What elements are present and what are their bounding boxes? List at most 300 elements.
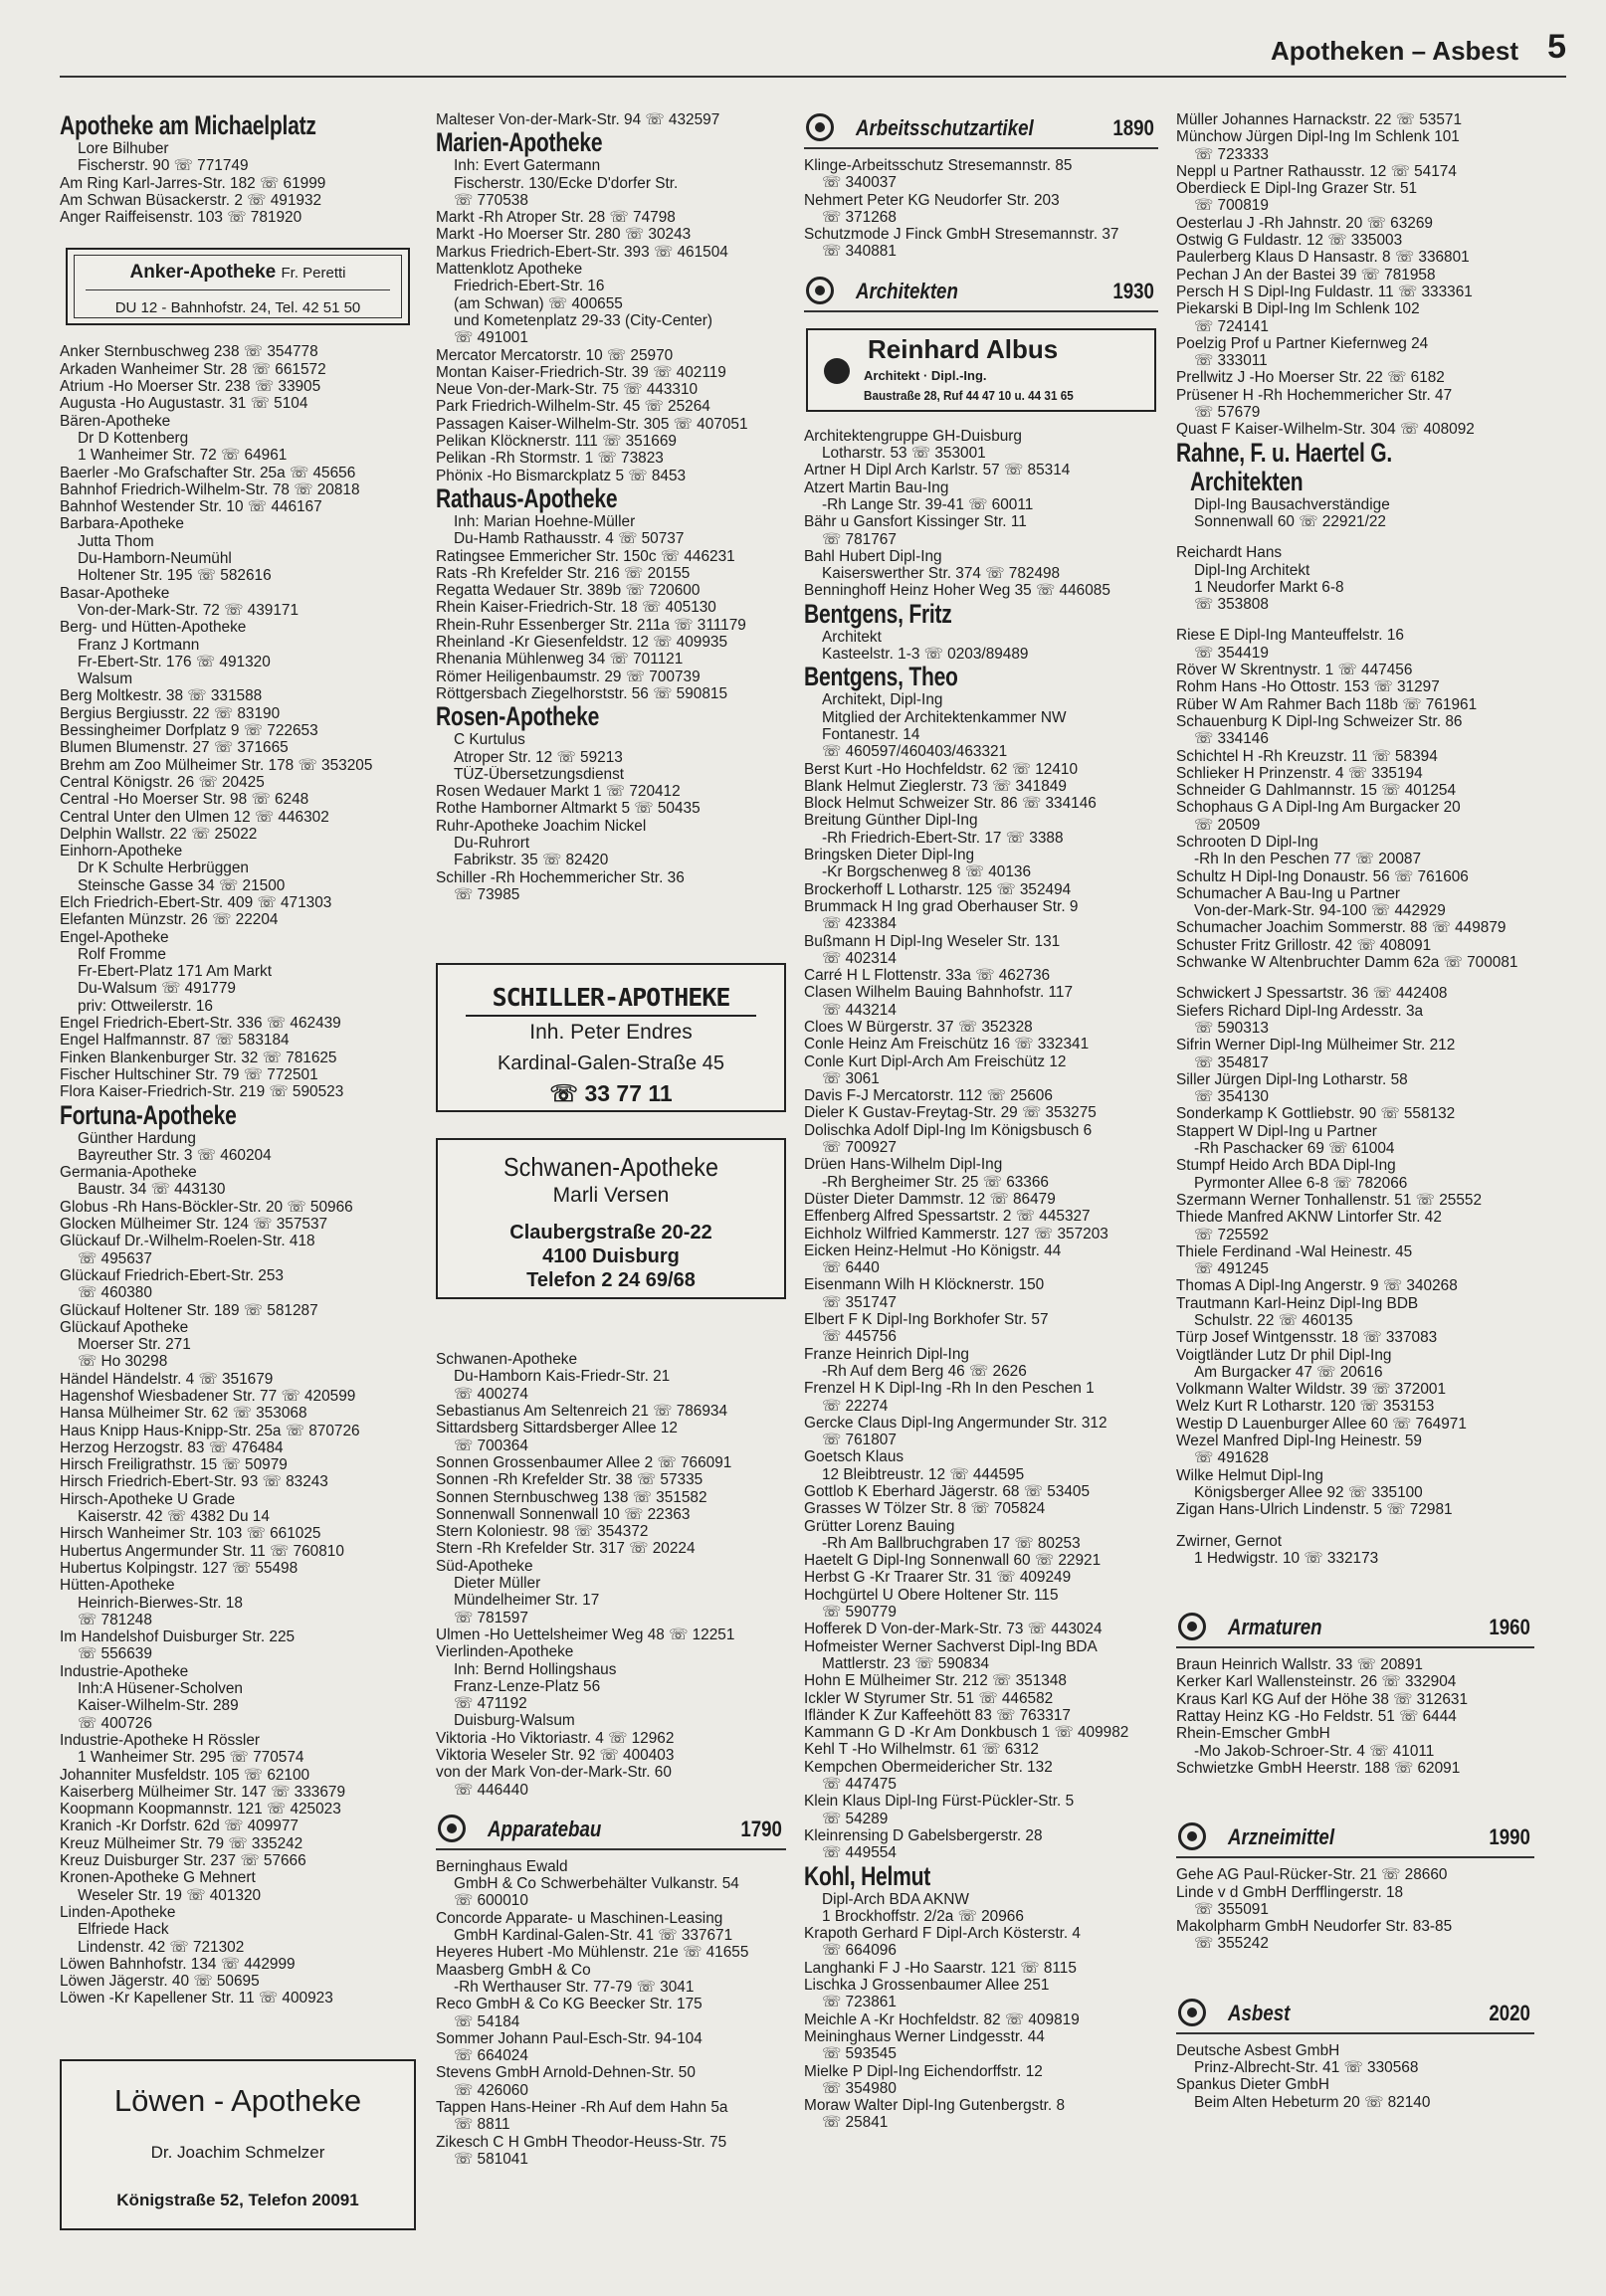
directory-entry: ☏ 471192 xyxy=(454,1695,527,1713)
directory-entry: Löwen -Kr Kapellener Str. 11 ☏ 400923 xyxy=(60,1990,333,2008)
arbeitsschutz-list xyxy=(804,157,1158,261)
directory-entry: Ruhr-Apotheke Joachim Nickel xyxy=(436,817,647,835)
schiller-ad-street: Kardinal-Galen-Straße 45 xyxy=(498,1052,724,1075)
directory-entry: Viktoria Weseler Str. 92 ☏ 400403 xyxy=(436,1747,675,1764)
directory-entry: Prellwitz J -Ho Moerser Str. 22 ☏ 6182 xyxy=(1176,369,1445,387)
directory-entry: ☏ 781597 xyxy=(454,1609,528,1626)
directory-entry: ☏ 495637 xyxy=(78,1249,152,1267)
directory-entry: ☏ 600010 xyxy=(454,1892,528,1910)
directory-entry: Bären-Apotheke xyxy=(60,412,171,430)
directory-entry: Atrium -Ho Moerser Str. 238 ☏ 33905 xyxy=(60,378,321,396)
directory-entry: Pechan J An der Bastei 39 ☏ 781958 xyxy=(1176,266,1436,284)
directory-entry: Sonnen Sternbuschweg 138 ☏ 351582 xyxy=(436,1488,707,1506)
directory-entry: Müller Johannes Harnackstr. 22 ☏ 53571 xyxy=(1176,111,1463,128)
directory-entry: Markus Friedrich-Ebert-Str. 393 ☏ 461504 xyxy=(436,243,728,261)
directory-entry: TÜZ-Übersetzungsdienst xyxy=(454,765,625,783)
directory-entry: Langhanki F J -Ho Saarstr. 121 ☏ 8115 xyxy=(804,1959,1077,1977)
directory-entry: Dieter Müller xyxy=(454,1575,541,1593)
directory-entry: Elefanten Münzstr. 26 ☏ 22204 xyxy=(60,911,279,929)
directory-entry: ☏ 590779 xyxy=(822,1604,897,1622)
directory-entry: Industrie-Apotheke xyxy=(60,1662,189,1680)
directory-entry: Baustr. 34 ☏ 443130 xyxy=(78,1181,226,1199)
section-code: 2020 xyxy=(1489,2000,1530,2025)
directory-entry: Blumen Blumenstr. 27 ☏ 371665 xyxy=(60,739,289,757)
directory-entry: ☏ 491628 xyxy=(1194,1449,1269,1467)
schwanen-ad-name: Schwanen-Apotheke xyxy=(503,1152,718,1183)
directory-entry: Hütten-Apotheke xyxy=(60,1577,175,1595)
directory-entry: Bessingheimer Dorfplatz 9 ☏ 722653 xyxy=(60,722,318,740)
directory-entry: -Rh Bergheimer Str. 25 ☏ 63366 xyxy=(822,1173,1049,1191)
directory-entry: ☏ 400274 xyxy=(454,1385,528,1403)
directory-entry: Sonnenwall Sonnenwall 10 ☏ 22363 xyxy=(436,1505,691,1523)
directory-entry: Rüber W Am Rahmer Bach 118b ☏ 761961 xyxy=(1176,695,1478,713)
column-1 xyxy=(60,111,416,2250)
directory-entry: Kaiserswerther Str. 374 ☏ 782498 xyxy=(822,565,1061,583)
directory-entry: Bahnhof Friedrich-Wilhelm-Str. 78 ☏ 20818 xyxy=(60,480,360,498)
directory-entry: Münchow Jürgen Dipl-Ing Im Schlenk 101 xyxy=(1176,128,1460,146)
directory-entry: Delphin Wallstr. 22 ☏ 25022 xyxy=(60,825,258,843)
directory-entry: Deutsche Asbest GmbH xyxy=(1176,2041,1340,2059)
directory-entry: Neue Von-der-Mark-Str. 75 ☏ 443310 xyxy=(436,381,699,399)
directory-entry: Barbara-Apotheke xyxy=(60,515,184,533)
directory-entry: Blank Helmut Zieglerstr. 73 ☏ 341849 xyxy=(804,777,1067,795)
section-code: 1990 xyxy=(1489,1824,1530,1850)
directory-entry: Dipl-Ing Architekt xyxy=(1194,561,1310,579)
directory-entry: ☏ 781767 xyxy=(822,530,897,548)
directory-entry: ☏ 353808 xyxy=(1194,596,1269,614)
directory-entry: Kraus Karl KG Auf der Höhe 38 ☏ 312631 xyxy=(1176,1690,1469,1708)
directory-entry: Basar-Apotheke xyxy=(60,584,170,602)
directory-entry: Fr-Ebert-Platz 171 Am Markt xyxy=(78,963,272,981)
directory-entry: Ostwig G Fuldastr. 12 ☏ 335003 xyxy=(1176,232,1403,250)
directory-entry: Oesterlau J -Rh Jahnstr. 20 ☏ 63269 xyxy=(1176,214,1433,232)
directory-entry: Mattenklotz Apotheke xyxy=(436,261,583,279)
directory-entry: Welz Kurt R Lotharstr. 120 ☏ 353153 xyxy=(1176,1398,1435,1416)
loewen-ad-name: Löwen - Apotheke xyxy=(113,2082,362,2118)
directory-entry: Ulmen -Ho Uettelsheimer Weg 48 ☏ 12251 xyxy=(436,1626,735,1643)
section-apparatebau xyxy=(436,1809,786,1850)
directory-entry: ☏ 371268 xyxy=(822,208,897,226)
directory-entry: Ratingsee Emmericher Str. 150c ☏ 446231 xyxy=(436,547,735,565)
directory-entry: Malteser Von-der-Mark-Str. 94 ☏ 432597 xyxy=(436,111,720,128)
directory-entry: ☏ 700819 xyxy=(1194,197,1269,215)
directory-entry: Schichtel H -Rh Kreuzstr. 11 ☏ 58394 xyxy=(1176,747,1438,765)
directory-entry: Zikesch C H GmbH Theodor-Heuss-Str. 75 xyxy=(436,2133,727,2151)
directory-entry: Hubertus Kolpingstr. 127 ☏ 55498 xyxy=(60,1559,299,1577)
directory-entry: Volkmann Walter Wildstr. 39 ☏ 372001 xyxy=(1176,1381,1447,1399)
directory-entry: Dr D Kottenberg xyxy=(78,429,189,447)
page-title: Apotheken – Asbest xyxy=(1271,36,1518,66)
directory-entry: Kleinrensing D Gabelsbergerstr. 28 xyxy=(804,1826,1043,1844)
directory-entry: Rhein-Ruhr Essenberger Str. 211a ☏ 311179 xyxy=(436,616,746,634)
entry-heading: Fortuna-Apotheke xyxy=(60,1100,237,1130)
section-code: 1930 xyxy=(1112,278,1154,303)
directory-entry: Zigan Hans-Ulrich Lindenstr. 5 ☏ 72981 xyxy=(1176,1501,1453,1519)
directory-entry: Kammann G D -Kr Am Donkbusch 1 ☏ 409982 xyxy=(804,1724,1129,1742)
directory-entry: Rats -Rh Krefelder Str. 216 ☏ 20155 xyxy=(436,564,691,582)
directory-entry: ☏ 334146 xyxy=(1194,730,1269,748)
directory-entry: Central Unter den Ulmen 12 ☏ 446302 xyxy=(60,808,329,826)
directory-entry: ☏ 723333 xyxy=(1194,145,1269,163)
directory-entry: Tappen Hans-Heiner -Rh Auf dem Hahn 5a xyxy=(436,2099,728,2117)
directory-entry: ☏ 761807 xyxy=(822,1432,897,1449)
section-code: 1960 xyxy=(1489,1615,1530,1640)
directory-entry: Franz J Kortmann xyxy=(78,636,200,654)
directory-entry: Stevens GmbH Arnold-Dehnen-Str. 50 xyxy=(436,2064,696,2082)
directory-entry: Hagenshof Wiesbadener Str. 77 ☏ 420599 xyxy=(60,1388,356,1405)
directory-entry: Piekarski B Dipl-Ing Im Schlenk 102 xyxy=(1176,300,1420,318)
directory-entry: Steinsche Gasse 34 ☏ 21500 xyxy=(78,876,286,894)
directory-entry: Artner H Dipl Arch Karlstr. 57 ☏ 85314 xyxy=(804,462,1071,479)
directory-entry: Breitung Günther Dipl-Ing xyxy=(804,812,978,830)
directory-entry: Braun Heinrich Wallstr. 33 ☏ 20891 xyxy=(1176,1656,1423,1674)
directory-entry: Glückauf Apotheke xyxy=(60,1318,189,1336)
directory-entry: Dipl-Ing Bausachverständige xyxy=(1194,495,1390,513)
schwanen-ad-street: Claubergstraße 20-22 xyxy=(509,1222,712,1244)
directory-entry: Mitglied der Architektenkammer NW xyxy=(822,708,1067,726)
directory-entry: -Rh Auf dem Berg 46 ☏ 2626 xyxy=(822,1362,1027,1380)
directory-entry: ☏ 770538 xyxy=(454,191,528,209)
column-3 xyxy=(804,111,1158,2250)
directory-entry: Markt -Rh Atroper Str. 28 ☏ 74798 xyxy=(436,209,676,227)
directory-entry: Fontanestr. 14 xyxy=(822,725,920,743)
directory-entry: Globus -Rh Hans-Böckler-Str. 20 ☏ 50966 xyxy=(60,1198,353,1216)
directory-entry: ☏ 460380 xyxy=(78,1284,152,1302)
directory-entry: Dolischka Adolf Dipl-Ing Im Königsbusch 6 xyxy=(804,1121,1093,1139)
directory-entry: Kaiserberg Mülheimer Str. 147 ☏ 333679 xyxy=(60,1783,346,1801)
directory-entry: Thiele Ferdinand -Wal Heinestr. 45 xyxy=(1176,1243,1413,1260)
directory-entry: Du-Walsum ☏ 491779 xyxy=(78,980,236,998)
directory-entry: Walsum xyxy=(78,670,133,688)
section-title: Apparatebau xyxy=(488,1816,602,1841)
directory-entry: Inh: Marian Hoehne-Müller xyxy=(454,512,636,530)
directory-entry: Oberdieck E Dipl-Ing Grazer Str. 51 xyxy=(1176,180,1418,198)
directory-entry: Rattay Heinz KG -Ho Feldstr. 51 ☏ 6444 xyxy=(1176,1708,1457,1726)
directory-entry: Pyrmonter Allee 6-8 ☏ 782066 xyxy=(1194,1174,1408,1192)
directory-entry: ☏ 354419 xyxy=(1194,644,1269,662)
directory-entry: Franze Heinrich Dipl-Ing xyxy=(804,1345,969,1363)
directory-entry: Siefers Richard Dipl-Ing Ardesstr. 3a xyxy=(1176,1002,1424,1020)
directory-entry: Mercator Mercatorstr. 10 ☏ 25970 xyxy=(436,346,674,364)
architekten-list xyxy=(804,428,1158,2132)
schwanen-ad-phone: Telefon 2 24 69/68 xyxy=(526,1269,696,1292)
directory-entry: priv: Ottweilerstr. 16 xyxy=(78,997,213,1015)
directory-entry: ☏ 73985 xyxy=(454,885,520,903)
directory-entry: Baerler -Mo Grafschafter Str. 25a ☏ 45656 xyxy=(60,464,356,481)
directory-entry: Berg Moltkestr. 38 ☏ 331588 xyxy=(60,687,263,705)
directory-entry: Industrie-Apotheke H Rössler xyxy=(60,1731,261,1749)
directory-entry: -Rh In den Peschen 77 ☏ 20087 xyxy=(1194,851,1422,868)
directory-entry: Heinrich-Bierwes-Str. 18 xyxy=(78,1594,243,1612)
directory-entry: Fischerstr. 90 ☏ 771749 xyxy=(78,157,249,175)
directory-entry: Paulerberg Klaus D Hansastr. 8 ☏ 336801 xyxy=(1176,249,1470,267)
directory-entry: Brockerhoff L Lotharstr. 125 ☏ 352494 xyxy=(804,880,1072,898)
directory-entry: Zwirner, Gernot xyxy=(1176,1532,1283,1550)
entry-heading: Rahne, F. u. Haertel G. xyxy=(1176,438,1392,468)
directory-entry: Architekt, Dipl-Ing xyxy=(822,691,943,709)
directory-entry: Lischka J Grossenbaumer Allee 251 xyxy=(804,1977,1050,1995)
directory-entry: Hansa Mülheimer Str. 62 ☏ 353068 xyxy=(60,1405,307,1423)
directory-entry: Krapoth Gerhard F Dipl-Arch Kösterstr. 4 xyxy=(804,1925,1081,1943)
directory-entry: ☏ Ho 30298 xyxy=(78,1353,168,1371)
directory-entry: Gottlob K Eberhard Jägerstr. 68 ☏ 53405 xyxy=(804,1483,1091,1500)
directory-entry: ☏ 333011 xyxy=(1194,352,1268,370)
anker-ad-owner: Fr. Peretti xyxy=(281,265,346,283)
section-arzneimittel xyxy=(1176,1817,1534,1858)
directory-entry: -Rh Paschacker 69 ☏ 61004 xyxy=(1194,1140,1395,1158)
directory-entry: Sonnenwall 60 ☏ 22921/22 xyxy=(1194,512,1386,530)
directory-entry: Friedrich-Ebert-Str. 16 xyxy=(454,278,605,295)
directory-entry: Hirsch Wanheimer Str. 103 ☏ 661025 xyxy=(60,1525,321,1543)
directory-entry: Lore Bilhuber xyxy=(78,140,169,157)
directory-entry: Kranich -Kr Dorfstr. 62d ☏ 409977 xyxy=(60,1818,299,1835)
pharmacy-list-top xyxy=(60,111,416,226)
directory-entry: Türp Josef Wintgensstr. 18 ☏ 337083 xyxy=(1176,1329,1438,1347)
column-2 xyxy=(436,111,786,2250)
directory-entry: Szermann Werner Tonhallenstr. 51 ☏ 25552 xyxy=(1176,1191,1482,1209)
directory-entry: Gercke Claus Dipl-Ing Angermunder Str. 312 xyxy=(804,1414,1107,1432)
directory-entry: Neppl u Partner Rathausstr. 12 ☏ 54174 xyxy=(1176,162,1457,180)
directory-entry: ☏ 351747 xyxy=(822,1293,897,1311)
directory-entry: 1 Neudorfer Markt 6-8 xyxy=(1194,578,1344,596)
directory-entry: Hirsch Friedrich-Ebert-Str. 93 ☏ 83243 xyxy=(60,1473,328,1491)
target-icon xyxy=(1178,1822,1206,1850)
directory-entry: von der Mark Von-der-Mark-Str. 60 xyxy=(436,1764,672,1782)
directory-entry: Du-Hamborn-Neumühl xyxy=(78,550,232,568)
directory-entry: Schrooten D Dipl-Ing xyxy=(1176,833,1318,851)
directory-entry: Klinge-Arbeitsschutz Stresemannstr. 85 xyxy=(804,157,1073,174)
directory-entry: Clasen Wilhelm Bauing Bahnhofstr. 117 xyxy=(804,984,1074,1002)
directory-entry: Gehe AG Paul-Rücker-Str. 21 ☏ 28660 xyxy=(1176,1866,1448,1884)
schiller-ad-name: SCHILLER-APOTHEKE xyxy=(492,983,730,1013)
directory-entry: Cloes W Bürgerstr. 37 ☏ 352328 xyxy=(804,1018,1033,1036)
directory-entry: Stumpf Heido Arch BDA Dipl-Ing xyxy=(1176,1157,1396,1175)
directory-entry: Architekt xyxy=(822,628,882,646)
section-title: Arbeitsschutzartikel xyxy=(856,115,1034,140)
directory-entry: ☏ 22274 xyxy=(822,1397,889,1415)
directory-entry: Hohn E Mülheimer Str. 212 ☏ 351348 xyxy=(804,1672,1067,1690)
directory-entry: Dipl-Arch BDA AKNW xyxy=(822,1890,969,1908)
directory-entry: Schwietzke GmbH Heerstr. 188 ☏ 62091 xyxy=(1176,1759,1461,1777)
directory-entry: Persch H S Dipl-Ing Fuldastr. 11 ☏ 333361 xyxy=(1176,283,1473,300)
directory-entry: Bergius Bergiusstr. 22 ☏ 83190 xyxy=(60,704,281,722)
directory-entry: Ifländer K Zur Kaffeehött 83 ☏ 763317 xyxy=(804,1706,1071,1724)
directory-entry: ☏ 20509 xyxy=(1194,816,1261,834)
directory-entry: Stern -Rh Krefelder Str. 317 ☏ 20224 xyxy=(436,1540,696,1558)
directory-entry: Glückauf Friedrich-Ebert-Str. 253 xyxy=(60,1266,284,1284)
directory-entry: Weseler Str. 19 ☏ 401320 xyxy=(78,1886,262,1904)
directory-entry: ☏ 355242 xyxy=(1194,1935,1269,1953)
directory-entry: Schumacher A Bau-Ing u Partner xyxy=(1176,884,1401,902)
section-title: Architekten xyxy=(856,278,958,303)
entry-heading: Kohl, Helmut xyxy=(804,1861,931,1891)
schwanen-ad-city: 4100 Duisburg xyxy=(542,1245,680,1268)
directory-entry: Finken Blankenburger Str. 32 ☏ 781625 xyxy=(60,1049,337,1066)
directory-entry: Dr K Schulte Herbrüggen xyxy=(78,860,249,877)
directory-entry: ☏ 355091 xyxy=(1194,1900,1269,1918)
directory-entry: ☏ 6440 xyxy=(822,1259,880,1277)
directory-entry: Holtener Str. 195 ☏ 582616 xyxy=(78,567,272,585)
directory-entry: ☏ 57679 xyxy=(1194,404,1261,422)
directory-entry: Düster Dieter Dammstr. 12 ☏ 86479 xyxy=(804,1190,1056,1208)
directory-entry: Wilke Helmut Dipl-Ing xyxy=(1176,1466,1323,1484)
section-title: Armaturen xyxy=(1228,1615,1322,1640)
directory-entry: Herbst G -Kr Traarer Str. 31 ☏ 409249 xyxy=(804,1569,1072,1587)
directory-entry: Rothe Hamborner Altmarkt 5 ☏ 50435 xyxy=(436,800,701,818)
directory-entry: Atzert Martin Bau-Ing xyxy=(804,478,949,496)
entry-heading: Rosen-Apotheke xyxy=(436,702,600,732)
spacer xyxy=(1176,530,1534,544)
anker-ad-name: Anker-Apotheke xyxy=(129,262,277,284)
asbest-list xyxy=(1176,2042,1534,2111)
directory-entry: Markt -Ho Moerser Str. 280 ☏ 30243 xyxy=(436,226,692,244)
directory-entry: Duisburg-Walsum xyxy=(454,1712,575,1730)
directory-entry: Franz-Lenze-Platz 56 xyxy=(454,1677,601,1695)
directory-entry: ☏ 664024 xyxy=(454,2047,528,2065)
schiller-ad-owner: Inh. Peter Endres xyxy=(529,1021,693,1045)
directory-entry: ☏ 556639 xyxy=(78,1645,152,1663)
directory-entry: Klein Klaus Dipl-Ing Fürst-Pückler-Str. 5 xyxy=(804,1793,1075,1811)
directory-entry: ☏ 445756 xyxy=(822,1328,897,1346)
directory-entry: 12 Bleibtreustr. 12 ☏ 444595 xyxy=(822,1465,1025,1483)
directory-entry: Fischer Hultschiner Str. 79 ☏ 772501 xyxy=(60,1065,318,1083)
directory-entry: Rolf Fromme xyxy=(78,945,166,963)
directory-entry: ☏ 400726 xyxy=(78,1714,152,1732)
directory-entry: Hochgürtel U Obere Holtener Str. 115 xyxy=(804,1586,1059,1604)
entry-heading: Apotheke am Michaelplatz xyxy=(60,111,316,140)
directory-entry: Vierlinden-Apotheke xyxy=(436,1643,574,1661)
reinhard-albus-ad xyxy=(806,328,1156,412)
directory-entry: -Mo Jakob-Schroer-Str. 4 ☏ 41011 xyxy=(1194,1742,1435,1760)
directory-entry: Central Königstr. 26 ☏ 20425 xyxy=(60,773,265,791)
directory-entry: Im Handelshof Duisburger Str. 225 xyxy=(60,1628,296,1646)
directory-entry: Einhorn-Apotheke xyxy=(60,843,183,861)
directory-entry: ☏ 491001 xyxy=(454,329,528,347)
directory-entry: Conle Kurt Dipl-Arch Am Freischütz 12 xyxy=(804,1052,1067,1070)
directory-entry: Lotharstr. 53 ☏ 353001 xyxy=(822,445,986,463)
column-4 xyxy=(1176,111,1534,2250)
directory-entry: Pelikan -Rh Stormstr. 1 ☏ 73823 xyxy=(436,450,664,468)
directory-entry: Linde v d GmbH Derfflingerstr. 18 xyxy=(1176,1883,1404,1901)
entry-heading: Rathaus-Apotheke xyxy=(436,483,618,513)
target-icon xyxy=(438,1815,466,1842)
directory-entry: Prüsener H -Rh Hochemmericher Str. 47 xyxy=(1176,386,1453,404)
directory-entry: Löwen Bahnhofstr. 134 ☏ 442999 xyxy=(60,1955,296,1973)
directory-entry: -Rh Werthauser Str. 77-79 ☏ 3041 xyxy=(454,1978,695,1996)
page-number: 5 xyxy=(1547,28,1566,66)
phone-icon: ☏ xyxy=(549,1080,579,1107)
directory-entry: Am Schwan Büsackerstr. 2 ☏ 491932 xyxy=(60,191,322,209)
directory-entry: Quast F Kaiser-Wilhelm-Str. 304 ☏ 408092 xyxy=(1176,421,1475,439)
directory-entry: Rhein Kaiser-Friedrich-Str. 18 ☏ 405130 xyxy=(436,599,716,617)
directory-entry: ☏ 724141 xyxy=(1194,317,1269,335)
directory-entry: Poelzig Prof u Partner Kiefernweg 24 xyxy=(1176,334,1429,352)
directory-entry: Du-Ruhrort xyxy=(454,834,530,852)
section-asbest xyxy=(1176,1993,1534,2034)
directory-entry: Anker Sternbuschweg 238 ☏ 354778 xyxy=(60,343,318,361)
schiller-ad-phone: 33 77 11 xyxy=(584,1080,673,1107)
directory-entry: Nehmert Peter KG Neudorfer Str. 203 xyxy=(804,191,1060,209)
directory-entry: Brehm am Zoo Mülheimer Str. 178 ☏ 353205 xyxy=(60,756,373,774)
loewen-ad-address: Königstraße 52, Telefon 20091 xyxy=(116,2190,359,2209)
directory-entry: Kasteelstr. 1-3 ☏ 0203/89489 xyxy=(822,646,1029,664)
directory-entry: Moraw Walter Dipl-Ing Gutenbergstr. 8 xyxy=(804,2097,1066,2115)
directory-entry: ☏ 402314 xyxy=(822,949,897,967)
directory-entry: Stappert W Dipl-Ing u Partner xyxy=(1176,1122,1377,1140)
directory-entry: Inh: Bernd Hollingshaus xyxy=(454,1660,617,1678)
directory-entry: Bahnhof Westender Str. 10 ☏ 446167 xyxy=(60,498,322,516)
target-icon xyxy=(1178,1613,1206,1640)
directory-entry: Berst Kurt -Ho Hochfeldstr. 62 ☏ 12410 xyxy=(804,760,1079,778)
directory-entry: Haetelt G Dipl-Ing Sonnenwall 60 ☏ 22921 xyxy=(804,1552,1102,1570)
directory-entry: Von-der-Mark-Str. 72 ☏ 439171 xyxy=(78,601,299,619)
directory-entry: Pelikan Klöcknerstr. 111 ☏ 351669 xyxy=(436,433,677,451)
directory-entry: Inh: Evert Gatermann xyxy=(454,157,601,175)
spacer xyxy=(1176,1519,1534,1533)
section-title: Asbest xyxy=(1228,2000,1291,2025)
pharmacy-list-main xyxy=(60,343,416,2007)
directory-entry: 1 Wanheimer Str. 295 ☏ 770574 xyxy=(78,1749,304,1767)
apparatebau-list xyxy=(436,1858,786,2168)
directory-entry: Kerker Karl Wallensteinstr. 26 ☏ 332904 xyxy=(1176,1673,1457,1691)
directory-entry: Hirsch-Apotheke U Grade xyxy=(60,1490,236,1508)
directory-entry: Engel Halfmannstr. 87 ☏ 583184 xyxy=(60,1032,290,1050)
directory-entry: Hirsch Freiligrathstr. 15 ☏ 50979 xyxy=(60,1456,288,1474)
directory-entry: Atroper Str. 12 ☏ 59213 xyxy=(454,748,623,766)
directory-entry: Anger Raiffeisenstr. 103 ☏ 781920 xyxy=(60,209,302,227)
section-armaturen xyxy=(1176,1607,1534,1648)
directory-entry: Kehl T -Ho Wilhelmstr. 61 ☏ 6312 xyxy=(804,1741,1039,1759)
directory-entry: Maasberg GmbH & Co xyxy=(436,1961,591,1979)
architekten-list-continued xyxy=(1176,111,1534,1567)
directory-entry: ☏ 700364 xyxy=(454,1436,528,1454)
directory-entry: Du-Hamb Rathausstr. 4 ☏ 50737 xyxy=(454,530,685,548)
directory-entry: Stern Koloniestr. 98 ☏ 354372 xyxy=(436,1523,649,1541)
directory-entry: Reichardt Hans xyxy=(1176,544,1283,562)
schwanen-ad-owner: Marli Versen xyxy=(552,1184,670,1208)
entry-heading: Marien-Apotheke xyxy=(436,128,603,158)
directory-entry: -Rh Friedrich-Ebert-Str. 17 ☏ 3388 xyxy=(822,829,1064,847)
directory-entry: Block Helmut Schweizer Str. 86 ☏ 334146 xyxy=(804,795,1097,813)
directory-entry: Am Ring Karl-Jarres-Str. 182 ☏ 61999 xyxy=(60,174,326,192)
directory-entry: Sonderkamp K Gottliebstr. 90 ☏ 558132 xyxy=(1176,1105,1456,1123)
albus-ad-line2: Baustraße 28, Ruf 44 47 10 u. 44 31 65 xyxy=(864,387,1074,403)
directory-entry: Mielke P Dipl-Ing Eichendorffstr. 12 xyxy=(804,2062,1043,2080)
arzneimittel-list xyxy=(1176,1866,1534,1952)
directory-entry: Sebastianus Am Seltenreich 21 ☏ 786934 xyxy=(436,1403,728,1421)
directory-entry: Meichle A -Kr Hochfeldstr. 82 ☏ 409819 xyxy=(804,2010,1080,2028)
directory-entry: ☏ 8811 xyxy=(454,2116,510,2134)
directory-entry: Park Friedrich-Wilhelm-Str. 45 ☏ 25264 xyxy=(436,398,710,416)
section-architekten xyxy=(804,271,1158,312)
directory-entry: Röver W Skrentnystr. 1 ☏ 447456 xyxy=(1176,662,1413,679)
directory-entry: ☏ 354980 xyxy=(822,2079,897,2097)
directory-entry: Löwen Jägerstr. 40 ☏ 50695 xyxy=(60,1973,260,1991)
directory-entry: Kempchen Obermeidericher Str. 132 xyxy=(804,1758,1053,1776)
directory-entry: Bringsken Dieter Dipl-Ing xyxy=(804,847,975,864)
directory-entry: Sonnen -Rh Krefelder Str. 38 ☏ 57335 xyxy=(436,1471,703,1489)
directory-entry: Schophaus G A Dipl-Ing Am Burgacker 20 xyxy=(1176,799,1461,817)
directory-entry: Carré H L Flottenstr. 33a ☏ 462736 xyxy=(804,967,1051,985)
pharmacy-list-continued xyxy=(436,111,786,903)
directory-entry: Inh:A Hüsener-Scholven xyxy=(78,1680,243,1698)
directory-entry: ☏ 354130 xyxy=(1194,1088,1269,1106)
directory-entry: Kreuz Mülheimer Str. 79 ☏ 335242 xyxy=(60,1834,303,1852)
directory-entry: Goetsch Klaus xyxy=(804,1448,904,1466)
directory-entry: 1 Brockhoffstr. 2/2a ☏ 20966 xyxy=(822,1907,1024,1925)
directory-entry: Phönix -Ho Bismarckplatz 5 ☏ 8453 xyxy=(436,467,687,484)
directory-entry: Montan Kaiser-Friedrich-Str. 39 ☏ 402119 xyxy=(436,363,726,381)
